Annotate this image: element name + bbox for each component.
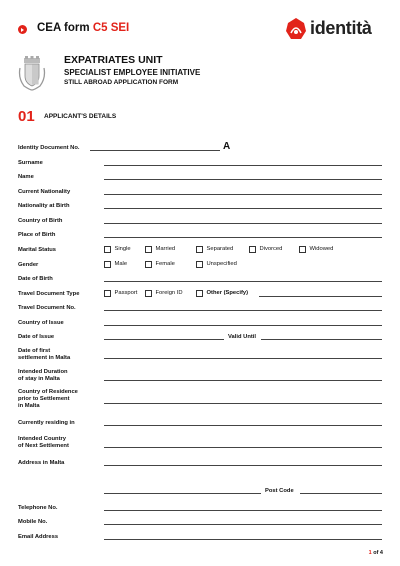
form-code: CEA form C5 SEI [37,22,130,34]
page-number: 1 of 4 [368,550,383,556]
mobile-label: Mobile No. [18,519,48,525]
checkbox[interactable] [196,261,203,268]
form-title: STILL ABROAD APPLICATION FORM [64,79,179,86]
unit-title: EXPATRIATES UNIT [64,54,163,66]
post-code-field[interactable] [300,493,382,494]
place-of-birth-label: Place of Birth [18,232,56,238]
valid-until-label: Valid Until [228,334,257,340]
prior-residence-label: Country of Residence prior to Settlement in Malta [18,389,78,409]
checkbox[interactable] [104,290,111,297]
marital-status-label: Marital Status [18,247,57,253]
checkbox[interactable] [145,246,152,253]
identity-document-label: Identity Document No. [18,145,80,151]
country-of-birth-field[interactable] [104,223,382,224]
checkbox[interactable] [299,246,306,253]
next-settlement-field[interactable] [104,447,382,448]
identity-document-field[interactable] [90,150,220,151]
name-field[interactable] [104,179,382,180]
first-settlement-label: Date of first settlement in Malta [18,348,71,361]
intended-duration-label: Intended Duration of stay in Malta [18,369,68,382]
initiative-title: SPECIALIST EMPLOYEE INITIATIVE [64,68,201,77]
nationality-at-birth-label: Nationality at Birth [18,203,70,209]
address-line-1[interactable] [104,465,382,466]
travel-option-other[interactable]: Other (Specify) [196,290,248,297]
date-of-birth-field[interactable] [104,281,382,282]
checkbox[interactable] [249,246,256,253]
country-of-issue-field[interactable] [104,325,382,326]
travel-document-no-label: Travel Document No. [18,305,76,311]
mobile-field[interactable] [104,524,382,525]
email-field[interactable] [104,539,382,540]
marital-option-single[interactable]: Single [104,246,131,253]
travel-option-passport[interactable]: Passport [104,290,137,297]
gender-label: Gender [18,262,39,268]
checkbox[interactable] [104,246,111,253]
checkbox[interactable] [104,261,111,268]
country-of-birth-label: Country of Birth [18,218,63,224]
currently-residing-label: Currently residing in [18,420,75,426]
country-of-issue-label: Country of Issue [18,320,64,326]
section-number: 01 [18,108,35,125]
travel-document-no-field[interactable] [104,310,382,311]
brand-name: identità [310,18,372,38]
identity-suffix: A [223,141,231,152]
prior-residence-field[interactable] [104,403,382,404]
surname-field[interactable] [104,165,382,166]
next-settlement-label: Intended Country of Next Settlement [18,436,69,449]
gender-option-unspecified[interactable]: Unspecified [196,261,237,268]
marital-option-divorced[interactable]: Divorced [249,246,282,253]
current-nationality-field[interactable] [104,194,382,195]
date-of-issue-field[interactable] [104,339,224,340]
name-label: Name [18,174,34,180]
travel-document-type-label: Travel Document Type [18,291,80,297]
first-settlement-field[interactable] [104,358,382,359]
marital-option-separated[interactable]: Separated [196,246,233,253]
surname-label: Surname [18,160,43,166]
gender-option-female[interactable]: Female [145,261,175,268]
nationality-at-birth-field[interactable] [104,208,382,209]
checkbox[interactable] [196,290,203,297]
current-nationality-label: Current Nationality [18,189,71,195]
travel-other-specify-field[interactable] [259,296,382,297]
travel-option-foreign-id[interactable]: Foreign ID [145,290,183,297]
date-of-birth-label: Date of Birth [18,276,53,282]
currently-residing-field[interactable] [104,425,382,426]
chevron-right-icon [18,25,27,34]
address-line-2[interactable] [104,493,261,494]
checkbox[interactable] [145,261,152,268]
telephone-field[interactable] [104,510,382,511]
marital-option-widowed[interactable]: Widowed [299,246,333,253]
checkbox[interactable] [145,290,152,297]
post-code-label: Post Code [265,488,294,494]
gender-option-male[interactable]: Male [104,261,127,268]
place-of-birth-field[interactable] [104,237,382,238]
date-of-issue-label: Date of Issue [18,334,55,340]
marital-option-married[interactable]: Married [145,246,175,253]
section-title: APPLICANT'S DETAILS [44,113,117,120]
malta-crest-icon [18,56,46,92]
telephone-label: Telephone No. [18,505,58,511]
checkbox[interactable] [196,246,203,253]
intended-duration-field[interactable] [104,380,382,381]
valid-until-field[interactable] [261,339,382,340]
email-label: Email Address [18,534,59,540]
identita-logo-icon [285,17,307,41]
address-label: Address in Malta [18,460,65,466]
